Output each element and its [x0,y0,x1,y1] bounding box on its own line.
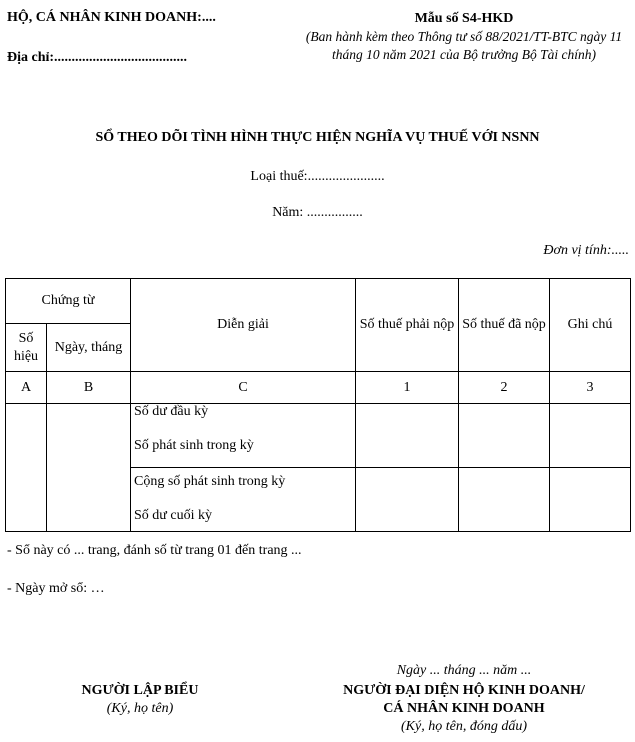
code-a: A [6,372,47,404]
row-opening-balance: Số dư đầu kỳ [134,404,209,419]
row-arising: Số phát sinh trong kỳ [134,438,254,453]
code-c: C [131,372,356,404]
tax-payable-cell-bottom [356,468,459,532]
note-cell-top [550,404,631,468]
code-3: 3 [550,372,631,404]
signature-date: Ngày ... tháng ... năm ... [396,663,532,678]
row-closing-balance: Số dư cuối kỳ [134,508,212,523]
row-total-arising: Cộng số phát sinh trong kỳ [134,474,286,489]
code-1: 1 [356,372,459,404]
form-header [300,10,628,64]
preparer-signature [40,682,240,718]
business-name-label: HỘ, CÁ NHÂN KINH DOANH:.... [7,10,216,25]
tax-ledger-table [5,278,631,532]
header-note: Ghi chú [550,279,631,372]
tax-paid-cell-bottom [459,468,550,532]
form-number: Mẫu số S4-HKD [414,11,514,26]
preparer-note: (Ký, họ tên) [106,701,174,716]
note-cell-bottom [550,468,631,532]
header-voucher-no: Số hiệu [6,324,47,372]
representative-note: (Ký, họ tên, đóng dấu) [401,719,527,734]
code-2: 2 [459,372,550,404]
opening-date-note: - Ngày mở sổ: … [7,581,105,596]
representative-signature [300,682,628,736]
voucher-date-cell [47,404,131,532]
header-description: Diễn giải [131,279,356,372]
code-b: B [47,372,131,404]
header-tax-payable: Số thuế phải nộp [356,279,459,372]
address-label: Địa chỉ:...................................... [7,50,188,65]
preparer-title: NGƯỜI LẬP BIỂU [81,683,199,698]
pages-note: - Sổ này có ... trang, đánh số từ trang 01 đến trang ... [7,543,302,558]
tax-paid-cell-top [459,404,550,468]
year-field: Năm: ................ [272,205,363,220]
representative-title-line-1: NGƯỜI ĐẠI DIỆN HỘ KINH DOANH/ [343,683,585,698]
unit-field: Đơn vị tính:..... [543,243,629,258]
header-tax-paid: Số thuế đã nộp [459,279,550,372]
circular-note: (Ban hành kèm theo Thông tư số 88/2021/TT-BTC ngày 11 tháng 10 năm 2021 của Bộ trưởng Bộ Tài chính) [305,29,623,62]
page-title: SỔ THEO DÕI TÌNH HÌNH THỰC HIỆN NGHĨA VỤ THUẾ VỚI NSNN [95,130,540,145]
header-voucher-date: Ngày, tháng [47,324,131,372]
representative-title-line-2: CÁ NHÂN KINH DOANH [383,701,545,716]
header-voucher: Chứng từ [6,279,131,324]
tax-type-field: Loại thuế:...................... [250,169,385,184]
voucher-no-cell [6,404,47,532]
description-cell-top [131,404,356,468]
tax-payable-cell-top [356,404,459,468]
description-cell-bottom [131,468,356,532]
